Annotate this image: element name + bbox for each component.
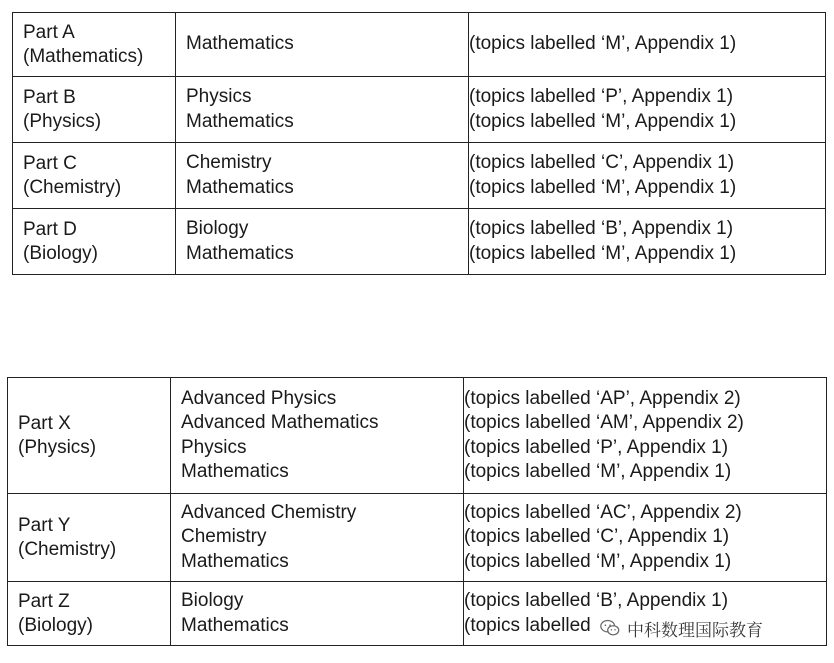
subject-cell — [176, 77, 469, 143]
subject-item: Mathematics — [186, 110, 294, 132]
subject-item: Advanced Chemistry — [181, 501, 357, 523]
subject-item: Physics — [186, 86, 252, 107]
table-row — [13, 209, 826, 275]
topic-item: (topics labelled ‘M’, Appendix 1) — [469, 176, 737, 198]
syllabus-table-parts-a-d — [12, 12, 826, 275]
part-subtitle: (Chemistry) — [23, 176, 122, 198]
topic-item: (topics labelled ‘C’, Appendix 1) — [464, 526, 730, 548]
table-row — [13, 77, 826, 143]
part-subtitle: (Chemistry) — [18, 538, 117, 560]
topic-item: (topics labelled ‘P’, Appendix 1) — [469, 86, 734, 107]
topic-item: (topics labelled ‘M’, Appendix 1) — [469, 33, 737, 55]
part-subtitle: (Physics) — [23, 110, 102, 132]
topic-item: (topics labelled ‘M’, Appendix 1) — [464, 461, 732, 482]
topic-item: (topics labelled ‘P’, Appendix 1) — [464, 436, 729, 458]
table-row — [8, 494, 827, 582]
subject-item: Chemistry — [181, 526, 267, 548]
watermark-text: 中科数理国际教育 — [627, 620, 763, 641]
syllabus-table-parts-x-z — [7, 377, 827, 646]
part-cell — [13, 13, 176, 77]
topic-item: (topics labelled ‘M’, Appendix 1) — [469, 110, 737, 132]
part-label: Part X — [18, 412, 71, 434]
part-label: Part Y — [18, 514, 71, 536]
part-label: Part C — [23, 152, 77, 174]
topic-cell — [469, 77, 826, 143]
subject-item: Advanced Physics — [181, 387, 337, 409]
topic-cell — [464, 494, 827, 582]
subject-cell — [176, 209, 469, 275]
part-subtitle: (Biology) — [23, 242, 98, 264]
topic-item: (topics labelled ‘M’, Appendix 1) — [464, 550, 732, 572]
watermark — [595, 615, 769, 641]
subject-item: Mathematics — [186, 242, 294, 264]
subject-item: Biology — [181, 590, 244, 611]
part-subtitle: (Biology) — [18, 614, 93, 636]
part-cell — [8, 494, 171, 582]
topic-item: (topics labelled ‘B’, Appendix 1) — [464, 590, 729, 611]
topic-item: (topics labelled ‘AP’, Appendix 2) — [464, 387, 741, 409]
part-cell — [13, 143, 176, 209]
part-label: Part A — [23, 21, 75, 43]
topic-cell — [469, 13, 826, 77]
topic-item: (topics labelled ‘AM’, Appendix 2) — [464, 412, 744, 433]
part-cell — [13, 77, 176, 143]
subject-cell — [171, 494, 464, 582]
subject-item: Advanced Mathematics — [181, 412, 379, 433]
wechat-logo-icon — [599, 617, 621, 639]
topic-cell — [464, 378, 827, 494]
part-subtitle: (Mathematics) — [23, 45, 144, 67]
topic-item: (topics labelled ‘B’, Appendix 1) — [469, 218, 734, 239]
subject-cell — [171, 582, 464, 646]
table-row — [13, 13, 826, 77]
table-row — [13, 143, 826, 209]
subject-item: Biology — [186, 218, 249, 239]
topic-item: (topics labelled ‘AC’, Appendix 2) — [464, 501, 742, 523]
part-cell — [13, 209, 176, 275]
subject-item: Chemistry — [186, 152, 272, 173]
subject-item: Mathematics — [181, 461, 289, 482]
part-subtitle: (Physics) — [18, 436, 97, 458]
topic-item: (topics labelled — [464, 614, 591, 636]
table-row — [8, 378, 827, 494]
subject-cell — [176, 143, 469, 209]
topic-cell — [469, 143, 826, 209]
subject-item: Mathematics — [181, 550, 289, 572]
subject-cell — [171, 378, 464, 494]
part-label: Part Z — [18, 590, 70, 612]
part-label: Part D — [23, 218, 77, 240]
topic-item: (topics labelled ‘C’, Appendix 1) — [469, 152, 735, 173]
subject-item: Mathematics — [186, 176, 294, 198]
subject-item: Mathematics — [181, 614, 289, 636]
subject-item: Mathematics — [186, 33, 294, 55]
part-cell — [8, 378, 171, 494]
subject-item: Physics — [181, 436, 247, 458]
part-label: Part B — [23, 86, 76, 108]
topic-item: (topics labelled ‘M’, Appendix 1) — [469, 242, 737, 264]
topic-cell — [469, 209, 826, 275]
subject-cell — [176, 13, 469, 77]
part-cell — [8, 582, 171, 646]
